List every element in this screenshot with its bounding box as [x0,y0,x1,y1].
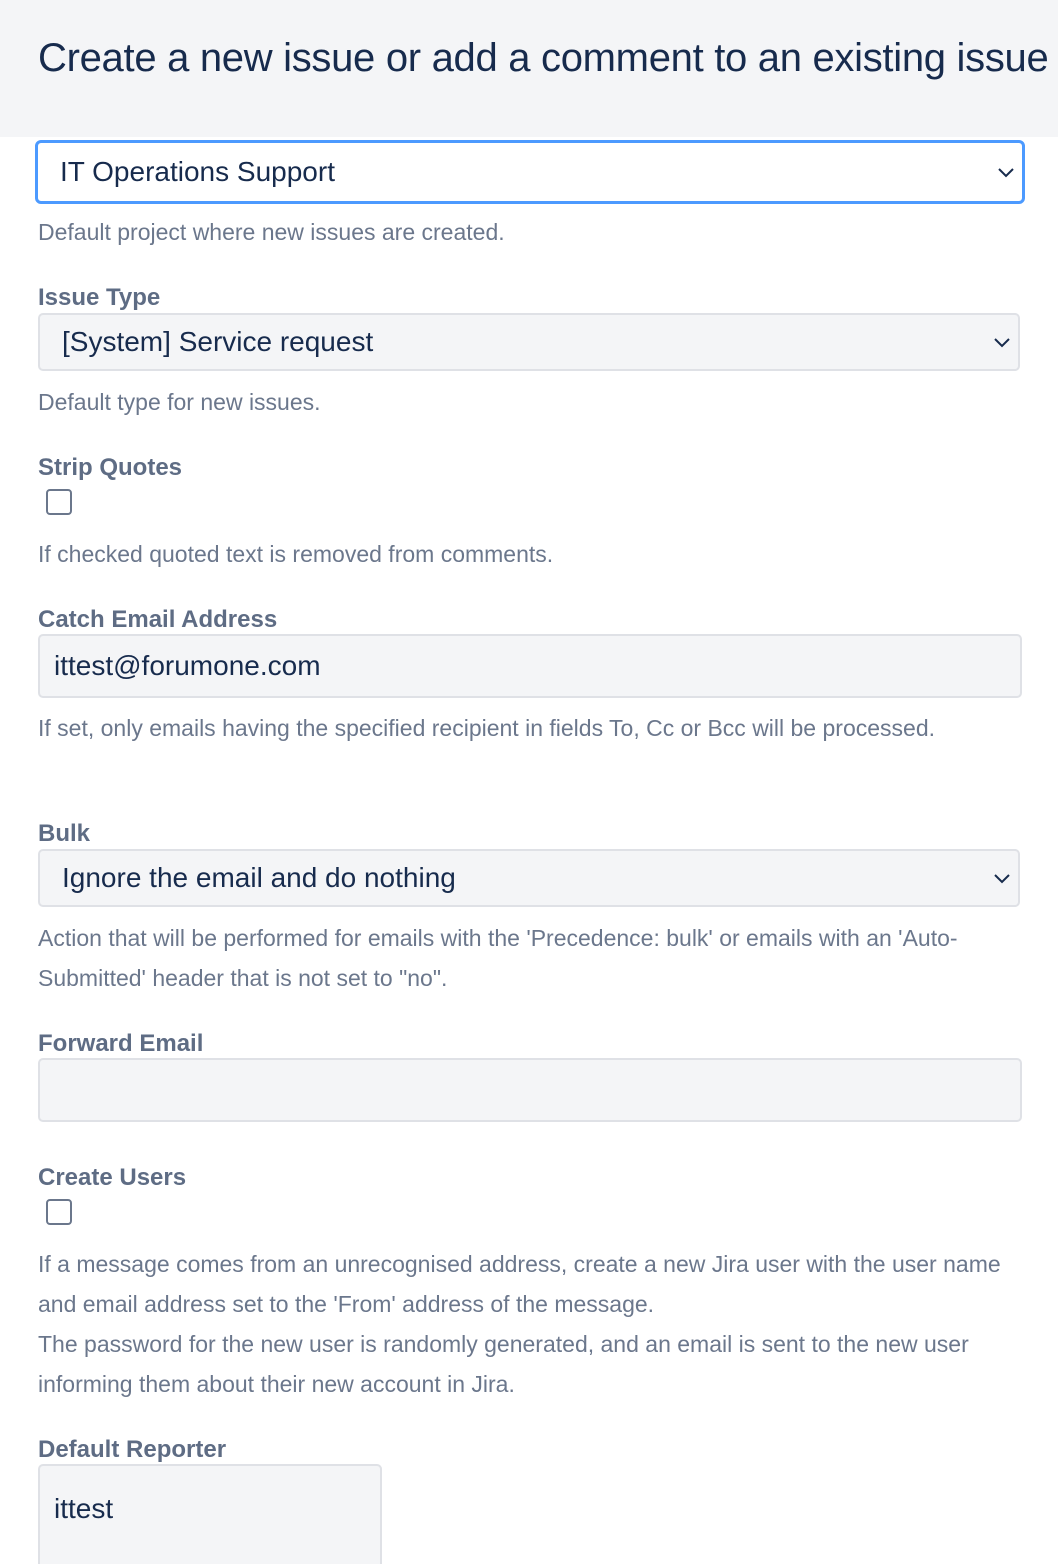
catch-email-label: Catch Email Address [38,606,278,633]
chevron-down-icon [996,165,1016,179]
forward-email-label: Forward Email [38,1030,204,1057]
issue-type-description: Default type for new issues. [38,389,321,415]
chevron-down-icon [992,871,1012,885]
default-reporter-label: Default Reporter [38,1436,227,1463]
create-users-description-line1: If a message comes from an unrecognised address, create a new Jira user with the user name and email address set to the 'From' address of the message. [38,1251,1001,1317]
strip-quotes-label: Strip Quotes [38,454,183,481]
issue-type-label: Issue Type [38,284,161,311]
catch-email-input-value: ittest@forumone.com [54,650,321,681]
issue-type-select-value: [System] Service request [62,326,374,357]
default-reporter-input[interactable] [38,1464,382,1564]
default-reporter-input-value: ittest [54,1493,114,1524]
issue-type-select[interactable] [38,313,1020,371]
page-title: Create a new issue or add a comment to an existing issue [38,36,1049,80]
project-select-value: IT Operations Support [60,156,335,187]
strip-quotes-checkbox[interactable] [46,489,72,515]
forward-email-input[interactable] [38,1058,1022,1122]
bulk-select-value: Ignore the email and do nothing [62,862,456,893]
chevron-down-icon [992,335,1012,349]
project-select[interactable] [35,140,1025,204]
strip-quotes-description: If checked quoted text is removed from comments. [38,541,554,567]
catch-email-input[interactable] [38,634,1022,698]
bulk-select[interactable] [38,849,1020,907]
project-description: Default project where new issues are created. [38,219,505,245]
bulk-label: Bulk [38,820,91,847]
page-header [0,0,1058,137]
create-users-label: Create Users [38,1164,187,1191]
create-users-checkbox[interactable] [46,1199,72,1225]
catch-email-description: If set, only emails having the specified recipient in fields To, Cc or Bcc will be processed. [38,715,935,741]
create-users-description-line2: The password for the new user is randomly generated, and an email is sent to the new user informing them about their new account in Jira. [38,1331,969,1397]
bulk-description: Action that will be performed for emails with the 'Precedence: bulk' or emails with an 'Auto-Submitted' header that is not set to "no". [38,925,958,991]
